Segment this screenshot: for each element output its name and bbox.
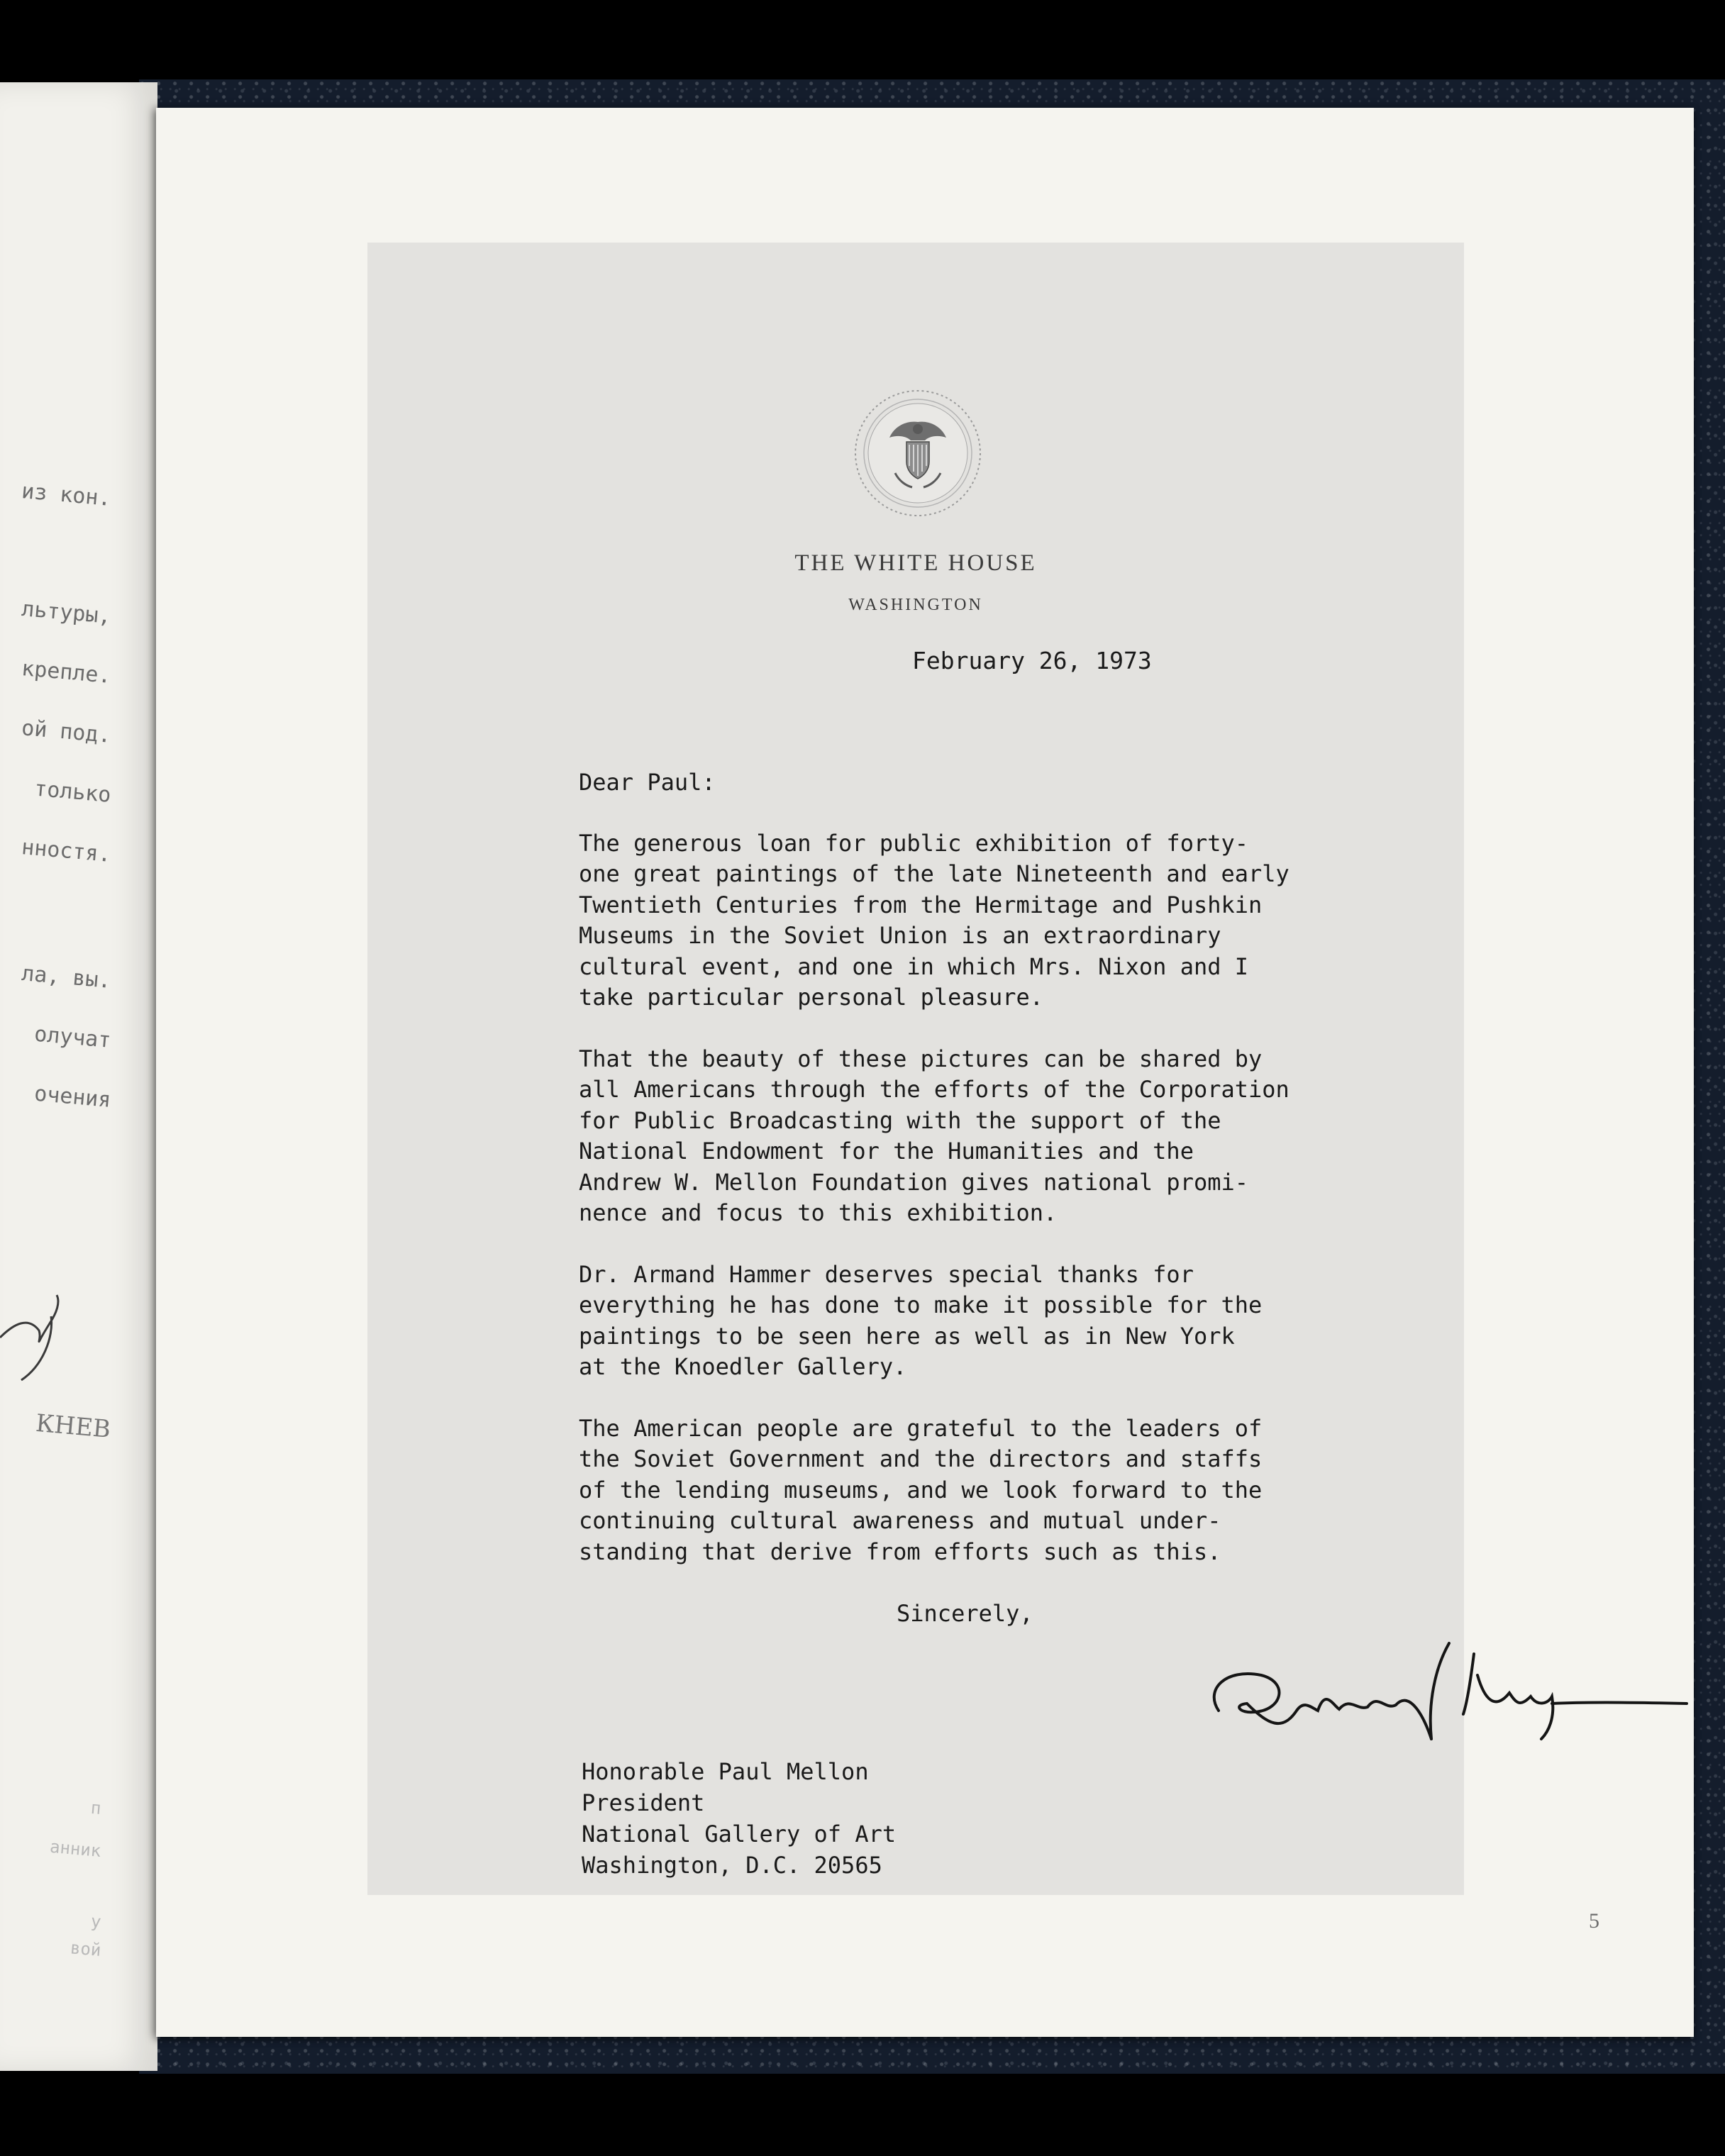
left-page-fragment: крепле. bbox=[20, 656, 112, 689]
left-page-fragment: ла, вы. bbox=[20, 961, 112, 994]
page-number: 5 bbox=[1589, 1909, 1599, 1933]
left-page-fragment: только bbox=[33, 776, 112, 808]
letter-greeting: Dear Paul: bbox=[579, 769, 716, 796]
left-page-fragment: олучат bbox=[33, 1021, 112, 1053]
letterhead-subtitle: WASHINGTON bbox=[848, 596, 983, 614]
letter-paragraph: The American people are grateful to the leaders of the Soviet Government and the directors and staffs of the lending museums, and we look forward to the continuing cultural awareness and mutual under- standing that derive from efforts such as this. bbox=[579, 1414, 1263, 1565]
letter-reproduction bbox=[367, 243, 1464, 1895]
letter-paragraph: Dr. Armand Hammer deserves special thanks for everything he has done to make it possible for the paintings to be seen here as well as in New York at the Knoedler Gallery. bbox=[579, 1260, 1263, 1380]
address-line: Honorable Paul Mellon bbox=[582, 1758, 869, 1785]
left-page-fragment: из кон. bbox=[20, 479, 112, 511]
left-page bbox=[0, 82, 157, 2071]
left-page-signature bbox=[0, 1274, 71, 1387]
recipient-address bbox=[582, 1756, 896, 1881]
left-page-faint-fragment: вой bbox=[69, 1938, 102, 1960]
left-page-faint-fragment: п bbox=[89, 1797, 102, 1818]
letter-date: February 26, 1973 bbox=[912, 647, 1152, 674]
left-page-fragment: нностя. bbox=[20, 835, 112, 867]
left-page-signature-name: КНЕВ bbox=[34, 1408, 112, 1444]
book-page bbox=[156, 108, 1694, 2037]
presidential-seal-icon bbox=[853, 388, 983, 518]
letter-closing: Sincerely, bbox=[897, 1600, 1033, 1627]
letter-body bbox=[579, 767, 1331, 1598]
left-page-fragment: ой под. bbox=[20, 716, 112, 748]
letterhead-title: THE WHITE HOUSE bbox=[794, 550, 1037, 576]
address-line: President bbox=[582, 1789, 705, 1816]
address-line: National Gallery of Art bbox=[582, 1821, 897, 1847]
left-page-fragment: очения bbox=[33, 1081, 112, 1113]
left-page-faint-fragment: анник bbox=[48, 1836, 102, 1861]
address-line: Washington, D.C. 20565 bbox=[582, 1852, 882, 1879]
left-page-fragment: льтуры, bbox=[20, 596, 112, 629]
left-page-faint-fragment: у bbox=[89, 1911, 102, 1932]
signature bbox=[1197, 1626, 1694, 1760]
letter-paragraph: That the beauty of these pictures can be shared by all Americans through the efforts of the Corporation for Public Broadcasting with the support of the National Endowment for the Humanities and the Andrew W. Mellon Foundation gives national promi- nence and focus to this exhibition. bbox=[579, 1045, 1289, 1226]
letter-paragraph: The generous loan for public exhibition of forty- one great paintings of the late Nineteenth and early Twentieth Centuries from the Hermitage and Pushkin Museums in the Soviet Union is an extraordinary cultural event, and one in which Mrs. Nixon and I take particular personal pleasure. bbox=[579, 829, 1289, 1011]
